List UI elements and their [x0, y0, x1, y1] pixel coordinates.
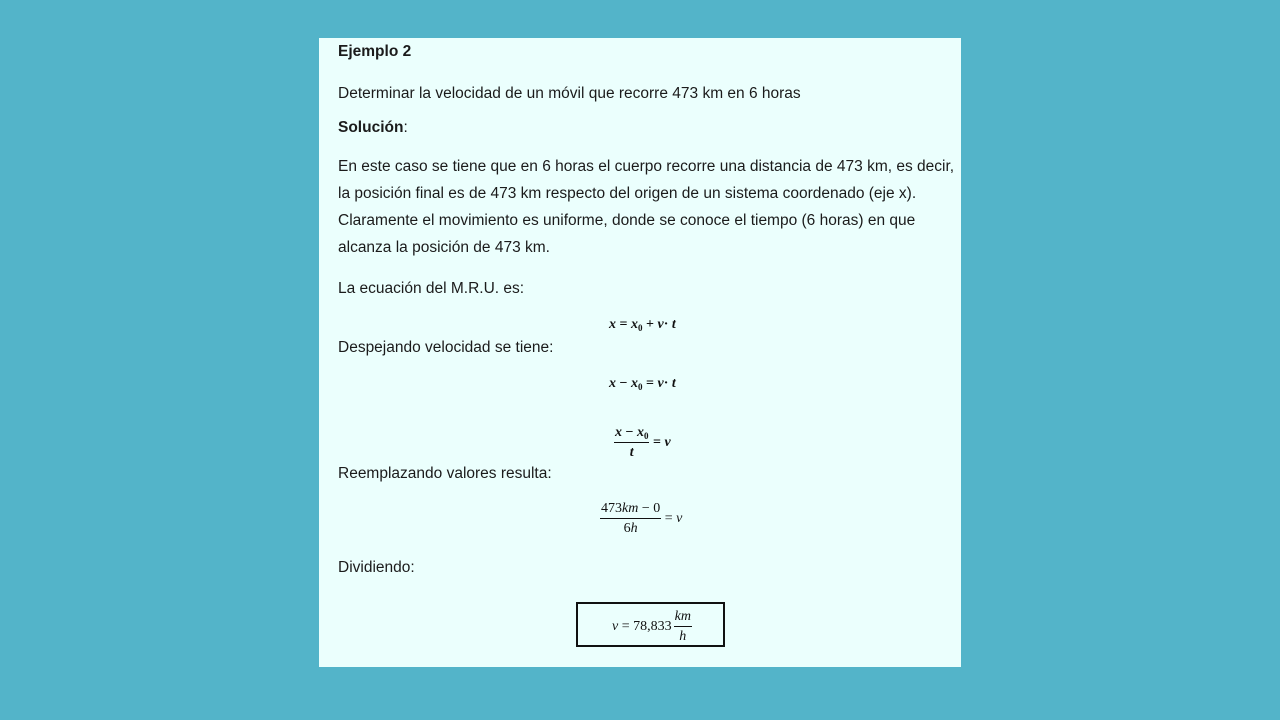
- result-box: [576, 602, 725, 647]
- equation-rearranged: $x - x_0 = v\cdot t$: [609, 376, 676, 392]
- solution-colon: :: [403, 119, 408, 136]
- solution-heading: [338, 120, 408, 136]
- solution-paragraph: [338, 153, 963, 261]
- equation-substituted: $\frac{473km - 0}{6h}$ = v: [601, 501, 683, 536]
- paragraph-line: la posición final es de 473 km respecto del origen de un sistema coordenado (eje x).: [338, 185, 917, 202]
- dividiendo-text: Dividiendo:: [338, 559, 415, 576]
- solution-label: Solución: [338, 119, 404, 136]
- equation-mru: $x = x_0 + v\cdot t$: [609, 317, 676, 333]
- unit-fraction: $\frac{km}{h}$: [674, 609, 691, 644]
- mru-intro: La ecuación del M.R.U. es:: [338, 280, 525, 297]
- problem-statement: Determinar la velocidad de un móvil que recorre 473 km en 6 horas: [338, 85, 801, 102]
- fraction: $\frac{x - x_0}{t}$: [615, 425, 649, 460]
- paragraph-line: En este caso se tiene que en 6 horas el cuerpo recorre una distancia de 473 km, es decir,: [338, 158, 955, 175]
- equation-result: v = 78,833 $\frac{km}{h}$: [612, 609, 691, 644]
- equation-velocity: $\frac{x - x_0}{t}$ = v: [615, 425, 671, 460]
- paragraph-line: Claramente el movimiento es uniforme, donde se conoce el tiempo (6 horas) en que: [338, 212, 916, 229]
- paragraph-line: alcanza la posición de 473 km.: [338, 239, 550, 256]
- example-title: Ejemplo 2: [338, 43, 412, 60]
- despejando-text: Despejando velocidad se tiene:: [338, 339, 554, 356]
- document-page: [319, 38, 961, 667]
- reemplazando-text: Reemplazando valores resulta:: [338, 465, 552, 482]
- fraction: $\frac{473km - 0}{6h}$: [601, 501, 661, 536]
